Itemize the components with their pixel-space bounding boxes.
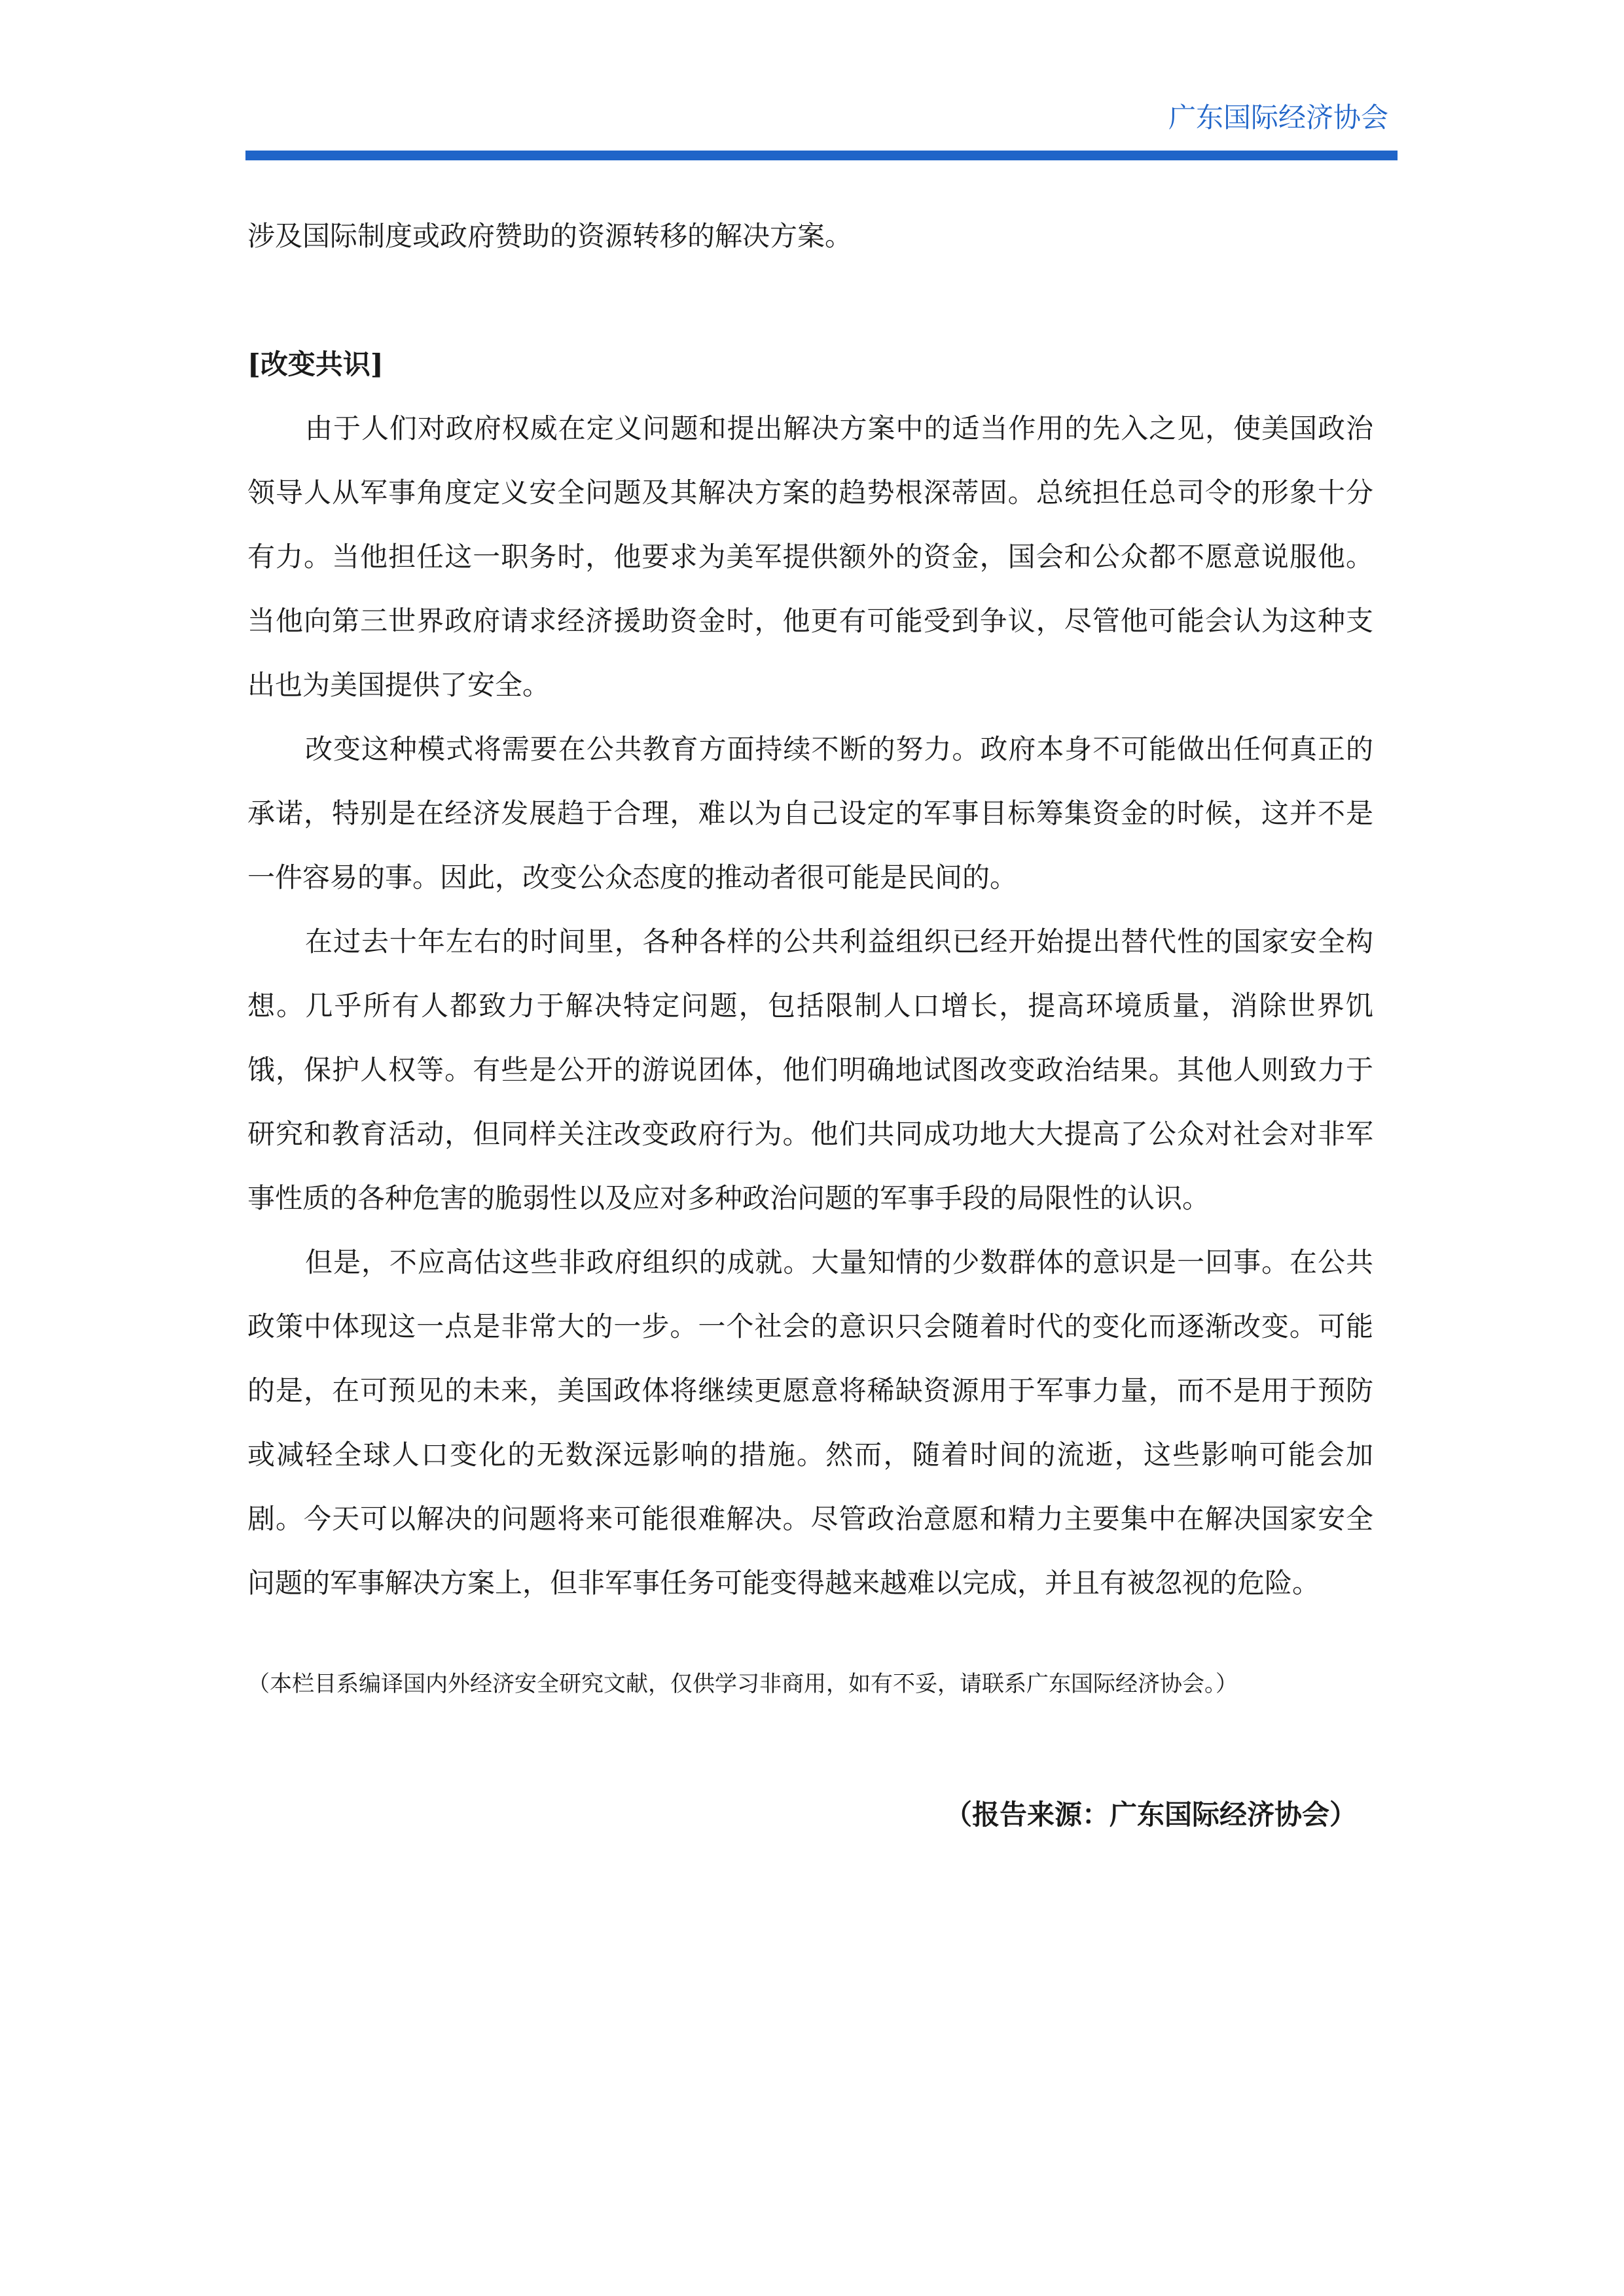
document-body (247, 204, 1373, 1835)
report-source: （报告来源：广东国际经济协会） (944, 1799, 1357, 1831)
disclaimer-note: （本栏目系编译国内外经济安全研究文献，仅供学习非商用，如有不妥，请联系广东国际经济协会。） (247, 1671, 1238, 1697)
body-paragraph-4: 但是，不应高估这些非政府组织的成就。大量知情的少数群体的意识是一回事。在公共政策中体现这一点是非常大的一步。一个社会的意识只会随着时代的变化而逐渐改变。可能的是，在可预见的未来，美国政体将继续更愿意将稀缺资源用于军事力量，而不是用于预防或减轻全球人口变化的无数深远影响的措施。然而，随着时间的流逝，这些影响可能会加剧。今天可以解决的问题将来可能很难解决。尽管政治意愿和精力主要集中在解决国家安全问题的军事解决方案上，但非军事任务可能变得越来越难以完成，并且有被忽视的危险。 (247, 1246, 1373, 1599)
continuation-paragraph: 涉及国际制度或政府赞助的资源转移的解决方案。 (247, 220, 853, 252)
section-gap (247, 268, 1373, 332)
section-heading: [改变共识] (247, 348, 384, 380)
header-rule-thick (245, 152, 1398, 160)
header-org-name: 广东国际经济协会 (1168, 101, 1388, 134)
body-paragraph-2: 改变这种模式将需要在公共教育方面持续不断的努力。政府本身不可能做出任何真正的承诺，特别是在经济发展趋于合理，难以为自己设定的军事目标筹集资金的时候，这并不是一件容易的事。因此，改变公众态度的推动者很可能是民间的。 (247, 733, 1373, 893)
body-paragraph-1: 由于人们对政府权威在定义问题和提出解决方案中的适当作用的先入之见，使美国政治领导人从军事角度定义安全问题及其解决方案的趋势根深蒂固。总统担任总司令的形象十分有力。当他担任这一职务时，他要求为美军提供额外的资金，国会和公众都不愿意说服他。当他向第三世界政府请求经济援助资金时，他更有可能受到争议，尽管他可能会认为这种支出也为美国提供了安全。 (247, 412, 1373, 701)
body-paragraph-3: 在过去十年左右的时间里，各种各样的公共利益组织已经开始提出替代性的国家安全构想。几乎所有人都致力于解决特定问题，包括限制人口增长，提高环境质量，消除世界饥饿，保护人权等。有些是公开的游说团体，他们明确地试图改变政治结果。其他人则致力于研究和教育活动，但同样关注改变政府行为。他们共同成功地大大提高了公众对社会对非军事性质的各种危害的脆弱性以及应对多种政治问题的军事手段的局限性的认识。 (247, 925, 1373, 1214)
